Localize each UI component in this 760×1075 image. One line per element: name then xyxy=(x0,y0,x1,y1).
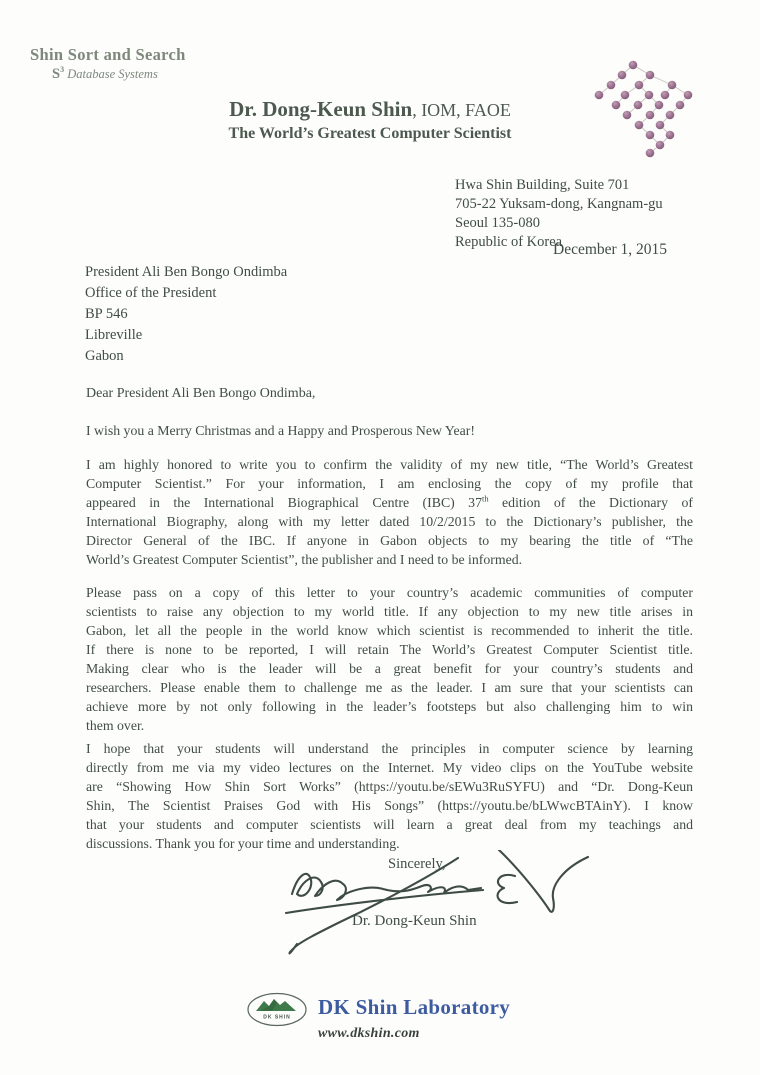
tree-node-dot xyxy=(668,81,677,90)
tree-node-dot xyxy=(646,149,655,158)
tree-node-dot xyxy=(656,141,665,150)
company-name: Shin Sort and Search xyxy=(30,45,186,64)
recipient-line: Libreville xyxy=(85,327,143,343)
letterhead-tagline: The World’s Greatest Computer Scientist xyxy=(228,125,512,142)
paragraph-line: them over. xyxy=(86,718,145,733)
paragraph-line: I am highly honored to write you to confirm the validity of my new title, “The World’s Greatest xyxy=(86,457,693,472)
paragraph-line: Director General of the IBC. If anyone in Gabon objects to my bearing the title of “The xyxy=(86,533,693,548)
paragraph-line: I hope that your students will understand the principles in computer science by learning xyxy=(86,741,693,756)
paragraph-line: World’s Greatest Computer Scientist”, the publisher and I need to be informed. xyxy=(86,552,523,567)
paragraph-line: discussions. Thank you for your time and understanding. xyxy=(86,836,400,851)
letterhead-company-block xyxy=(30,45,186,83)
sender-address-line: 705-22 Yuksam-dong, Kangnam-gu xyxy=(455,196,663,212)
paragraph-1 xyxy=(86,421,693,440)
tree-node-dot xyxy=(618,71,627,80)
binary-tree-logo xyxy=(562,52,712,164)
sender-address-line: Republic of Korea xyxy=(455,234,563,250)
letterhead-name-line xyxy=(150,97,590,122)
paragraph-line: Please pass on a copy of this letter to your country’s academic communities of computer xyxy=(86,585,693,600)
tree-node-dot xyxy=(676,101,685,110)
tree-node-dot xyxy=(656,121,665,130)
tree-node-dot xyxy=(646,131,655,140)
paragraph-line: Shin, The Scientist Praises God with His Songs” (https://youtu.be/bLWwcBTAinY). I know xyxy=(86,798,693,813)
dk-shin-oval-logo xyxy=(246,992,308,1028)
company-subtitle-text: Database Systems xyxy=(64,67,158,81)
handwritten-signature xyxy=(252,850,602,962)
recipient-line: Office of the President xyxy=(85,285,217,301)
tree-node-dot xyxy=(623,111,632,120)
doctor-name: Dr. Dong-Keun Shin xyxy=(229,97,413,121)
tree-node-dot xyxy=(646,111,655,120)
tree-node-dot xyxy=(635,121,644,130)
tree-node-dot xyxy=(655,101,664,110)
paragraph-line: appeared in the International Biographical Centre (IBC) 37th edition of the Dictionary of xyxy=(86,493,693,510)
paragraph-line: International Biography, along with my letter dated 10/2/2015 to the Dictionary’s publisher, the xyxy=(86,514,693,529)
recipient-block xyxy=(85,262,287,367)
s3-mark: $S^3$ xyxy=(52,65,65,82)
paragraph-line: If there is none to be reported, I will retain The World’s Greatest Computer Scientist title. xyxy=(86,642,693,657)
company-subtitle xyxy=(52,66,186,83)
paragraph-line: that your students and computer scientists will learn a great deal from my teachings and xyxy=(86,817,693,832)
salutation: Dear President Ali Ben Bongo Ondimba, xyxy=(86,386,316,401)
recipient-line: Gabon xyxy=(85,348,124,364)
paragraph-2 xyxy=(86,455,693,569)
sender-address-line: Hwa Shin Building, Suite 701 xyxy=(455,177,630,193)
tree-node-dot xyxy=(646,71,655,80)
tree-node-dot xyxy=(607,81,616,90)
logo-text: DK SHIN xyxy=(263,1014,291,1021)
tree-node-dot xyxy=(666,111,675,120)
doctor-honors: , IOM, FAOE xyxy=(412,100,511,120)
paragraph-3 xyxy=(86,583,693,735)
tree-node-dot xyxy=(621,91,630,100)
paragraph-4 xyxy=(86,739,693,853)
tree-node-dot xyxy=(634,101,643,110)
tree-node-dot xyxy=(684,91,693,100)
paragraph-line: scientists to raise any objection to my world title. If any objection to my new title arises in xyxy=(86,604,693,619)
tree-node-dot xyxy=(661,91,670,100)
closing-word: Sincerely, xyxy=(388,856,446,872)
recipient-line: BP 546 xyxy=(85,306,128,322)
paragraph-line: directly from me via my video lectures on the Internet. My video clips on the YouTube website xyxy=(86,760,693,775)
tree-node-dot xyxy=(635,81,644,90)
sender-address-line: Seoul 135-080 xyxy=(455,215,540,231)
tree-node-dot xyxy=(612,101,621,110)
letter-date: December 1, 2015 xyxy=(553,241,668,258)
letterhead-title-block xyxy=(150,97,590,143)
paragraph-line: Gabon, let all the people in the world know which scientist is recommended to inherit the title. xyxy=(86,623,693,638)
paragraph-line: achieve more by not only following in the leader’s footsteps but also challenging him to win xyxy=(86,699,693,714)
paragraph-line: researchers. Please enable them to challenge me as the leader. I am sure that your scientists can xyxy=(86,680,693,695)
tree-node-dot xyxy=(645,91,654,100)
paragraph-line: Making clear who is the leader will be a great benefit for your country’s students and xyxy=(86,661,693,676)
signer-name: Dr. Dong-Keun Shin xyxy=(352,913,477,929)
paragraph-line: Computer Scientist.” For your information, I am enclosing the copy of my profile that xyxy=(86,476,693,491)
lab-name: DK Shin Laboratory xyxy=(318,995,511,1019)
paragraph-line: I wish you a Merry Christmas and a Happy and Prosperous New Year! xyxy=(86,423,475,438)
tree-node-dot xyxy=(666,131,675,140)
recipient-line: President Ali Ben Bongo Ondimba xyxy=(85,264,288,280)
tree-node-dot xyxy=(629,61,638,70)
tree-node-dot xyxy=(595,91,604,100)
website-url: www.dkshin.com xyxy=(318,1026,420,1041)
paragraph-line: are “Showing How Shin Sort Works” (https://youtu.be/sEWu3RuSYFU) and “Dr. Dong-Keun xyxy=(86,779,693,794)
